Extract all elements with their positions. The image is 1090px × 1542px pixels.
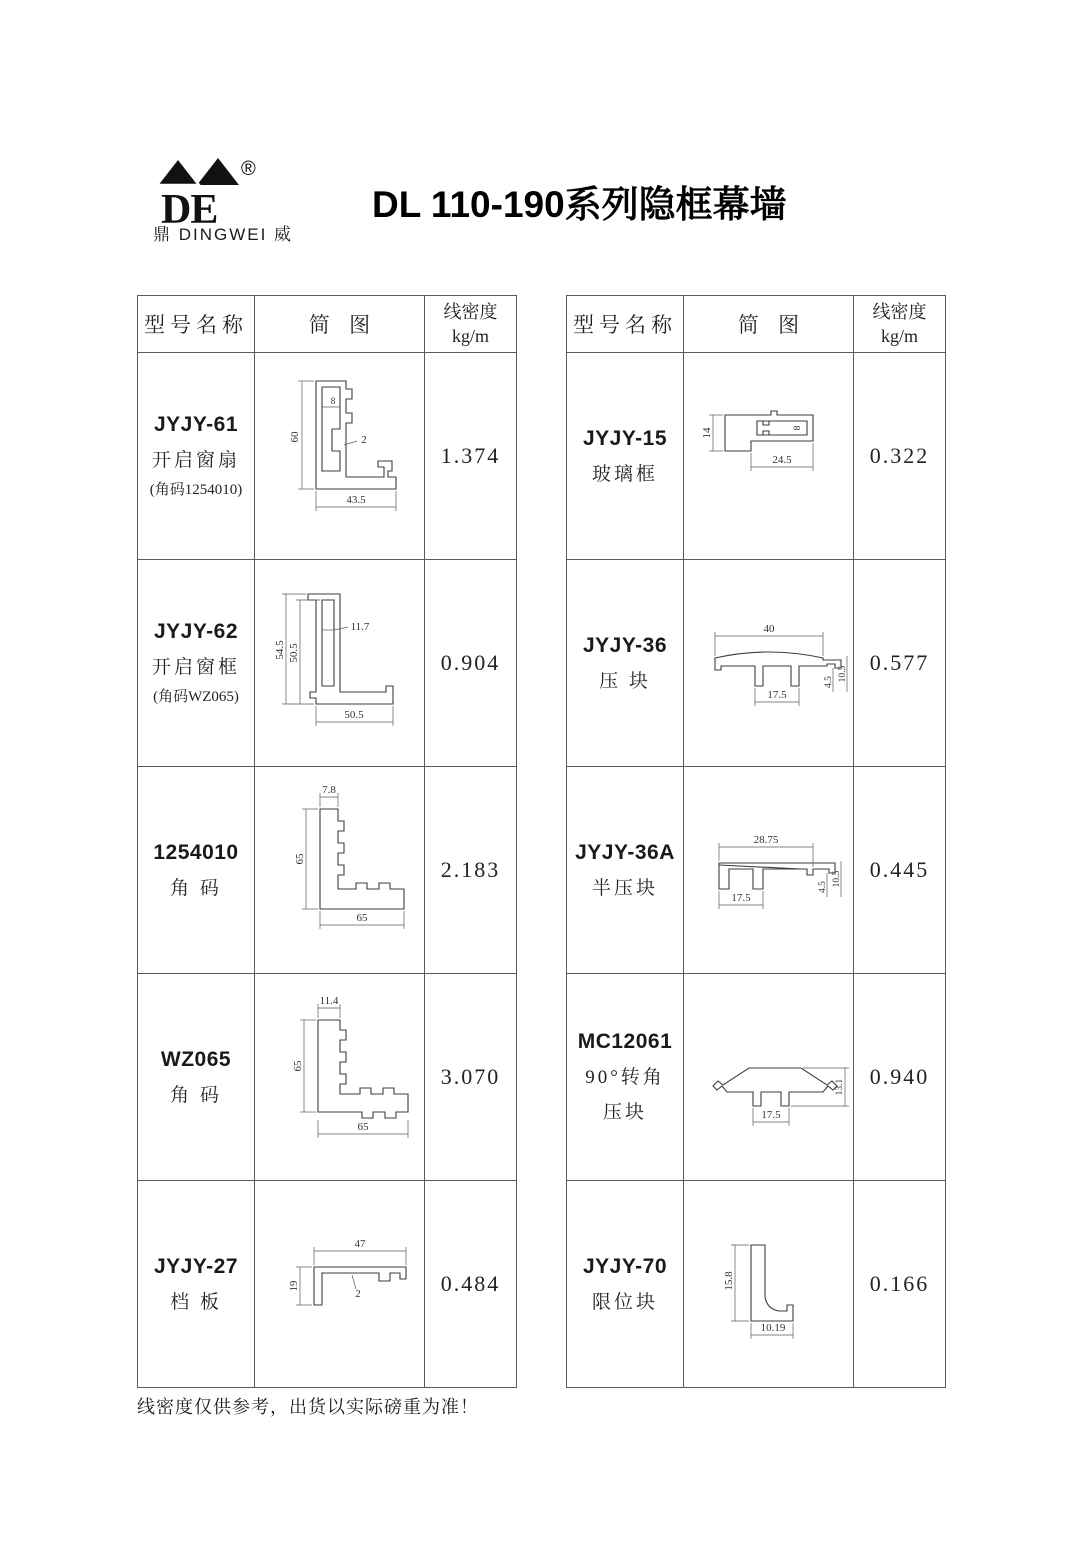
dim-label: 10.19 — [760, 1322, 785, 1334]
brand-cn-right: 威 — [274, 225, 294, 244]
dim-label: 50.5 — [343, 709, 364, 721]
density-cell — [425, 560, 517, 767]
model-cell — [567, 560, 684, 767]
dim-label: 8 — [330, 397, 335, 407]
logo-monogram: DE — [161, 187, 218, 233]
dim-label: 19 — [287, 1280, 300, 1292]
model-cell — [567, 767, 684, 974]
col-header-diagram: 简 图 — [684, 296, 854, 353]
table-row — [138, 974, 517, 1181]
logo-mountain-left-icon — [157, 158, 199, 185]
diagram-cell — [255, 974, 425, 1181]
diagram-cell — [684, 974, 854, 1181]
col-header-model: 型号名称 — [138, 296, 255, 353]
dim-label: 65 — [293, 853, 306, 865]
model-cn-name: 90°转角 — [585, 1067, 665, 1088]
dim-label: 17.5 — [766, 689, 787, 701]
col-header-diagram: 简 图 — [255, 296, 425, 353]
dim-label: 54.5 — [273, 640, 286, 660]
density-cell — [854, 767, 946, 974]
dim-label: 47 — [354, 1238, 365, 1250]
density-cell — [425, 767, 517, 974]
dim-label: 14 — [700, 427, 713, 439]
spec-table-left — [137, 295, 517, 1388]
dim-label: 43.5 — [345, 494, 366, 506]
table-row — [138, 1181, 517, 1388]
density-cell — [854, 1181, 946, 1388]
density-header-line2: kg/m — [451, 326, 489, 346]
model-code: JYJY-36A — [575, 840, 675, 864]
model-code: JYJY-62 — [153, 620, 239, 643]
model-cn-name: 开启窗扇 — [151, 450, 240, 471]
profile-diagram-1254010 — [256, 767, 424, 973]
table-row — [138, 353, 517, 560]
dim-label: 4.5 — [823, 676, 834, 688]
model-code: 1254010 — [153, 840, 239, 864]
dim-label: 40 — [763, 623, 774, 635]
model-cell — [138, 974, 255, 1181]
profile-diagram-jyjy-15 — [685, 353, 853, 559]
brand-name-line — [137, 220, 309, 245]
density-value: 3.070 — [440, 1064, 501, 1089]
table-row — [567, 560, 946, 767]
density-value: 0.577 — [869, 650, 930, 675]
diagram-cell — [684, 353, 854, 560]
model-cn-name: 半压块 — [591, 877, 658, 899]
dim-label: 7.8 — [321, 784, 336, 796]
density-value: 0.484 — [440, 1271, 501, 1296]
model-code: JYJY-36 — [582, 633, 668, 657]
profile-diagram-wz065 — [256, 974, 424, 1180]
diagram-cell — [255, 767, 425, 974]
dim-label: 65 — [357, 1121, 368, 1133]
model-cn-name: 档 板 — [170, 1291, 222, 1313]
col-header-density — [854, 296, 946, 353]
header-row — [567, 296, 946, 353]
density-cell — [854, 974, 946, 1181]
diagram-cell — [684, 560, 854, 767]
brand-cn-left: 鼎 — [152, 225, 172, 244]
model-cn-name: 压块 — [602, 1102, 647, 1123]
profile-diagram-jyjy-36 — [685, 560, 853, 766]
density-value: 2.183 — [440, 857, 501, 882]
dim-label: 10.5 — [831, 870, 842, 888]
density-value: 0.166 — [869, 1271, 930, 1296]
logo-mountain-right-icon — [197, 158, 239, 185]
density-header-line1: 线密度 — [443, 301, 498, 322]
model-sub-note: (角码1254010) — [149, 482, 243, 498]
spec-table-right — [566, 295, 946, 1388]
density-value: 0.904 — [440, 650, 501, 675]
col-header-density — [425, 296, 517, 353]
model-cn-name: 开启窗框 — [151, 657, 240, 678]
registered-trademark-icon: ® — [241, 158, 256, 180]
table-row — [567, 353, 946, 560]
model-cn-name: 角 码 — [170, 1084, 222, 1106]
dim-label: 11.7 — [350, 621, 369, 633]
density-cell — [854, 560, 946, 767]
diagram-cell — [255, 353, 425, 560]
model-code: MC12061 — [577, 1030, 673, 1053]
model-code: WZ065 — [160, 1047, 232, 1071]
dim-label: 65 — [291, 1060, 304, 1072]
model-cell — [138, 1181, 255, 1388]
density-cell — [425, 353, 517, 560]
model-code: JYJY-70 — [582, 1254, 668, 1278]
dim-label: 4.5 — [817, 881, 828, 893]
profile-diagram-jyjy-70 — [685, 1181, 853, 1387]
density-value: 0.322 — [869, 443, 930, 468]
model-code: JYJY-15 — [582, 426, 668, 450]
profile-diagram-mc12061 — [685, 974, 853, 1180]
dim-label: 17.5 — [760, 1109, 781, 1121]
dim-label: 28.75 — [753, 834, 778, 846]
dim-label: 2 — [360, 434, 367, 446]
density-cell — [425, 974, 517, 1181]
model-cell — [138, 767, 255, 974]
density-value: 0.445 — [869, 857, 930, 882]
spec-tables — [137, 295, 946, 1388]
dim-label: 2 — [354, 1288, 361, 1300]
profile-diagram-jyjy-36a — [685, 767, 853, 973]
model-cell — [138, 353, 255, 560]
density-cell — [425, 1181, 517, 1388]
model-cell — [138, 560, 255, 767]
diagram-cell — [684, 1181, 854, 1388]
profile-diagram-jyjy-27 — [256, 1181, 424, 1387]
table-row — [567, 974, 946, 1181]
dim-label: 13.1 — [834, 1078, 845, 1096]
diagram-cell — [684, 767, 854, 974]
model-cell — [567, 974, 684, 1181]
model-cell — [567, 353, 684, 560]
model-cn-name: 限位块 — [591, 1291, 658, 1313]
density-value: 0.940 — [869, 1064, 930, 1089]
brand-latin: DINGWEI — [178, 225, 268, 244]
header-row — [138, 296, 517, 353]
dim-label: 60 — [288, 431, 301, 443]
density-header-line2: kg/m — [880, 326, 918, 346]
table-row — [138, 560, 517, 767]
page-title: DL 110-190系列隐框幕墙 — [372, 184, 787, 225]
model-sub-note: (角码WZ065) — [153, 689, 239, 705]
model-cell — [567, 1181, 684, 1388]
model-code: JYJY-61 — [153, 413, 239, 436]
dim-label: 15.8 — [722, 1271, 735, 1291]
col-header-model: 型号名称 — [567, 296, 684, 353]
diagram-cell — [255, 560, 425, 767]
density-header-line1: 线密度 — [872, 301, 927, 322]
table-row — [138, 767, 517, 974]
dim-label: 17.5 — [730, 892, 751, 904]
model-cn-name: 角 码 — [170, 877, 222, 899]
profile-diagram-jyjy-61 — [256, 353, 424, 559]
density-cell — [854, 353, 946, 560]
model-cn-name: 玻璃框 — [591, 463, 658, 485]
table-row — [567, 767, 946, 974]
dim-label: 8 — [792, 425, 803, 431]
model-code: JYJY-27 — [153, 1254, 239, 1278]
dim-label: 50.5 — [287, 643, 300, 663]
dim-label: 65 — [356, 912, 367, 924]
density-value: 1.374 — [440, 443, 501, 468]
dim-label: 24.5 — [771, 454, 792, 466]
dim-label: 11.4 — [319, 995, 338, 1007]
model-cn-name: 压 块 — [599, 670, 651, 692]
footnote: 线密度仅供参考，出货以实际磅重为准！ — [137, 1397, 479, 1417]
diagram-cell — [255, 1181, 425, 1388]
dim-label: 10.5 — [837, 665, 848, 683]
profile-diagram-jyjy-62 — [256, 560, 424, 766]
table-row — [567, 1181, 946, 1388]
